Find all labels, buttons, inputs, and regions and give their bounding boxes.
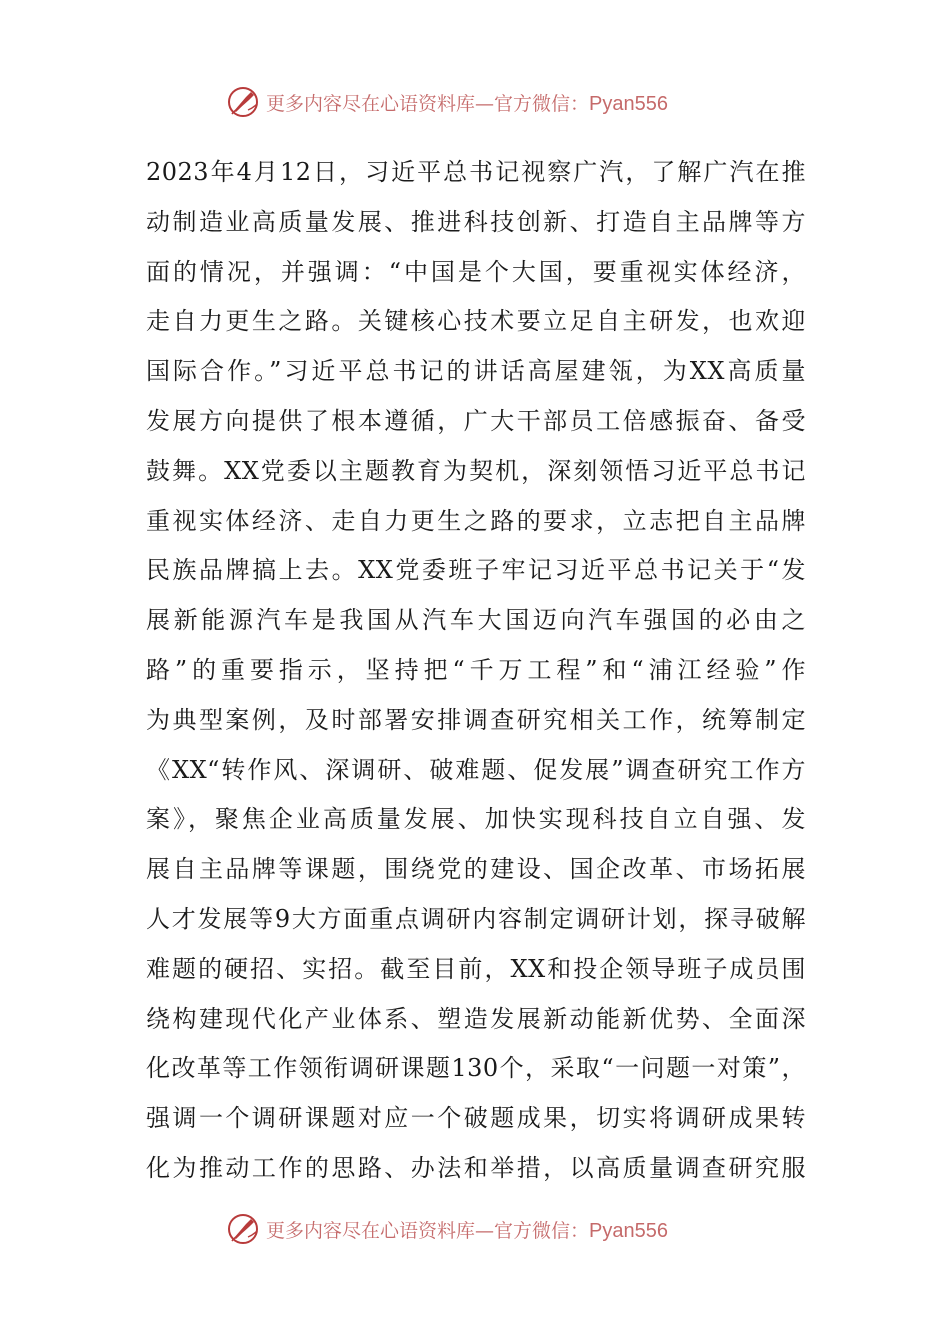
body-line: 化改革等工作领衔调研课题130个，采取“一问题一对策”，: [146, 1054, 806, 1083]
body-line: 《XX“转作风、深调研、破难题、促发展”调查研究工作方: [146, 755, 806, 784]
pen-logo-icon: [226, 1211, 262, 1247]
document-body: [146, 148, 806, 1194]
footer-watermark: [226, 1209, 668, 1249]
body-line: 走自力更生之路。关键核心技术要立足自主研发，也欢迎: [146, 307, 806, 336]
body-line: 2023年4月12日，习近平总书记视察广汽，了解广汽在推: [146, 158, 806, 186]
watermark-text: 更多内容尽在心语资料库—官方微信：Pyan556: [266, 92, 668, 115]
body-line: 重视实体经济、走自力更生之路的要求，立志把自主品牌: [146, 506, 806, 535]
body-line: 发展方向提供了根本遵循，广大干部员工倍感振奋、备受: [146, 406, 806, 435]
body-line: 强调一个调研课题对应一个破题成果，切实将调研成果转: [146, 1104, 806, 1133]
header-watermark: [226, 82, 668, 122]
body-line: 展新能源汽车是我国从汽车大国迈向汽车强国的必由之: [146, 606, 806, 635]
body-line: 绕构建现代化产业体系、塑造发展新动能新优势、全面深: [146, 1004, 806, 1033]
body-line: 案》，聚焦企业高质量发展、加快实现科技自立自强、发: [146, 805, 806, 834]
body-line: 展自主品牌等课题，围绕党的建设、国企改革、市场拓展: [146, 855, 806, 884]
body-line: 面的情况，并强调：“中国是个大国，要重视实体经济，: [146, 257, 806, 286]
body-line: 路”的重要指示，坚持把“千万工程”和“浦江经验”作: [146, 655, 806, 684]
body-line: 化为推动工作的思路、办法和举措，以高质量调查研究服: [146, 1153, 806, 1182]
body-line: 为典型案例，及时部署安排调查研究相关工作，统筹制定: [146, 705, 806, 734]
body-line: 民族品牌搞上去。XX党委班子牢记习近平总书记关于“发: [146, 556, 806, 585]
body-line: 鼓舞。XX党委以主题教育为契机，深刻领悟习近平总书记: [146, 456, 806, 485]
pen-logo-icon: [226, 84, 262, 120]
body-line: 难题的硬招、实招。截至目前，XX和投企领导班子成员围: [146, 954, 806, 983]
watermark-text: 更多内容尽在心语资料库—官方微信：Pyan556: [266, 1219, 668, 1242]
body-line: 国际合作。”习近平总书记的讲话高屋建瓴，为XX高质量: [146, 357, 806, 386]
body-line: 动制造业高质量发展、推进科技创新、打造自主品牌等方: [146, 207, 806, 236]
body-line: 人才发展等9大方面重点调研内容制定调研计划，探寻破解: [146, 904, 806, 933]
